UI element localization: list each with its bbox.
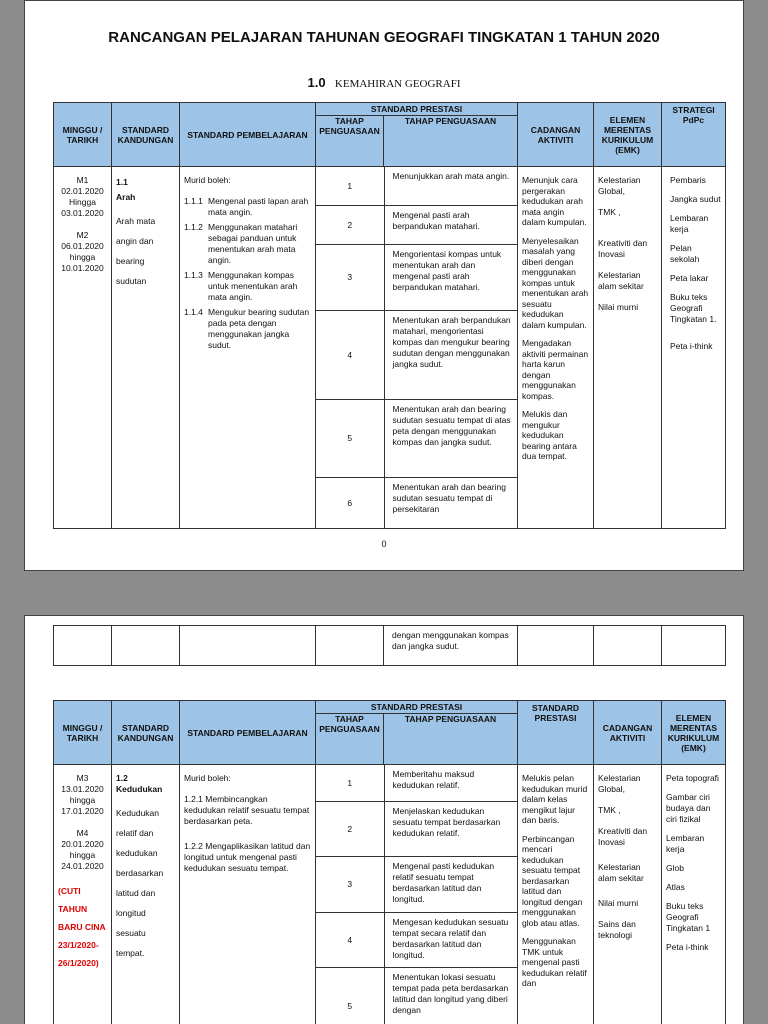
list-item: Lembaran kerja <box>666 833 705 854</box>
minggu-lines: M1 02.01.2020 Hingga 03.01.2020 M2 06.01.2020 hingga 10.01.2020 <box>61 175 104 273</box>
list-item: Buku teks Geografi Tingkatan 1 <box>666 901 711 933</box>
list-item: Peta lakar <box>670 273 709 283</box>
kandungan-code: 1.1 <box>116 177 128 187</box>
list-item: TMK , <box>598 207 621 217</box>
list-item: Atlas <box>666 882 685 892</box>
header-minggu: MINGGU / TARIKH <box>54 103 112 167</box>
levels-cell <box>316 765 518 1024</box>
header-strategi: STRATEGI PdPc <box>662 103 726 167</box>
header-tahap-num: TAHAP PENGUASAAN <box>316 714 384 765</box>
list-item: Peta topografi <box>666 773 719 783</box>
table-row <box>54 626 726 666</box>
minggu-cell <box>54 167 112 529</box>
list-item: Melukis pelan kedudukan murid dalam kelas mengikut lajur dan baris. <box>522 773 588 825</box>
pembelajaran-intro: Murid boleh: <box>184 175 231 185</box>
list-item: Kelestarian Global, <box>598 773 641 794</box>
kandungan-code: 1.2 Kedudukan <box>116 773 163 794</box>
pembelajaran-intro: Murid boleh: <box>184 773 231 783</box>
list-item: Glob <box>666 863 684 873</box>
section-title: KEMAHIRAN GEOGRAFI <box>334 78 461 90</box>
list-item: Kelestarian Global, <box>598 175 641 196</box>
section-heading <box>25 75 743 90</box>
header-elemen: ELEMEN MERENTAS KURIKULUM (EMK) <box>662 701 726 765</box>
minggu-cell: M3 13.01.2020 hingga 17.01.2020 M4 20.01.2020 hingga 24.01.2020 (CUTI TAHUN BARU CINA 23/1/2020-26/1/2020) <box>54 765 112 1024</box>
level-row: 5 Menentukan arah dan bearing sudutan sesuatu tempat di atas peta dengan menggunakan kompas dan jangka sudut. <box>316 399 517 477</box>
list-item: Peta i-think <box>666 942 709 952</box>
level-row: 1 Memberitahu maksud kedudukan relatif. <box>316 765 517 801</box>
lesson-plan-table-2 <box>53 700 726 1024</box>
list-item: 1.2.1 Membincangkan kedudukan relatif sesuatu tempat berdasarkan peta. <box>184 794 310 826</box>
list-item: Jangka sudut <box>670 194 721 204</box>
level-row: 6 Menentukan arah dan bearing sudutan sesuatu tempat di persekitaran <box>316 477 517 528</box>
kandungan-cell <box>112 167 180 529</box>
header-tahap-desc: TAHAP PENGUASAAN <box>384 714 518 765</box>
level-row: 5 Menentukan lokasi sesuatu tempat pada peta berdasarkan latitud dan longitud yang diberi dengan <box>316 967 517 1024</box>
lesson-plan-table-1 <box>53 102 726 529</box>
header-standard-pembelajaran: STANDARD PEMBELAJARAN <box>180 701 316 765</box>
list-item: Pelan sekolah <box>670 243 700 264</box>
continuation-text: dengan menggunakan kompas dan jangka sudut. <box>392 630 509 651</box>
section-number: 1.0 <box>307 75 326 90</box>
strategi-cell <box>662 167 726 529</box>
list-item: Menggunakan TMK untuk mengenal pasti kedudukan relatif dan <box>522 936 587 988</box>
list-item: 1.1.2 Menggunakan matahari sebagai panduan untuk menentukan arah mata angin. <box>184 222 298 265</box>
levels-cell <box>316 167 518 529</box>
continuation-table <box>53 625 726 666</box>
page-number: 0 <box>381 539 387 549</box>
holiday-note: (CUTI TAHUN BARU CINA 23/1/2020-26/1/2020) <box>58 886 106 968</box>
list-item: Menyelesaikan masalah yang diberi dengan menggunakan kompas untuk menentukan arah sesuatu kedudukan dalam kumpulan. <box>522 235 589 330</box>
table-row <box>54 765 726 1024</box>
list-item: Nilai murni <box>598 302 639 312</box>
emk-cell <box>594 167 662 529</box>
kandungan-desc: Arah mata angin dan bearing sudutan <box>116 216 156 286</box>
list-item: Mengadakan aktiviti permainan harta karun dengan menggunakan kompas. <box>522 338 589 401</box>
header-tahap-desc: TAHAP PENGUASAAN <box>384 116 518 167</box>
list-item: Buku teks Geografi Tingkatan 1. <box>670 292 717 324</box>
header-elemen: ELEMEN MERENTAS KURIKULUM (EMK) <box>594 103 662 167</box>
list-item: Melukis dan mengukur kedudukan bearing antara dua tempat. <box>522 409 577 461</box>
level-row: 2 Mengenal pasti arah berpandukan matahari. <box>316 205 517 244</box>
document-title: RANCANGAN PELAJARAN TAHUNAN GEOGRAFI TINGKATAN 1 TAHUN 2020 <box>108 29 660 46</box>
list-item: 1.1.4 Mengukur bearing sudutan pada peta dengan menggunakan jangka sudut. <box>184 307 310 350</box>
emk-cell <box>662 765 726 1024</box>
list-item: Menunjuk cara pergerakan kedudukan arah mata angin dalam kumpulan. <box>522 175 587 227</box>
kandungan-title: Arah <box>116 192 136 202</box>
table-row <box>54 167 726 529</box>
level-row: 3 Mengenal pasti kedudukan relatif sesuatu tempat berdasarkan latitud dan longitud. <box>316 856 517 912</box>
list-item: 1.1.1 Mengenal pasti lapan arah mata angin. <box>184 196 309 217</box>
levels-table <box>316 765 517 1024</box>
level-row: 4 Mengesan kedudukan sesuatu tempat secara relatif dan berdasarkan latitud dan longitud. <box>316 912 517 967</box>
list-item: 1.1.3 Menggunakan kompas untuk menentukan arah mata angin. <box>184 270 298 302</box>
kandungan-cell <box>112 765 180 1024</box>
header-minggu: MINGGU / TARIKH <box>54 701 112 765</box>
list-item: Nilai murni <box>598 898 639 908</box>
header-standard-prestasi-col: STANDARD PRESTASI <box>518 701 594 765</box>
levels-table <box>316 167 517 528</box>
list-item: Kelestarian alam sekitar <box>598 270 644 291</box>
list-item: 1.2.2 Mengaplikasikan latitud dan longitud untuk mengenal pasti kedudukan sesuatu tempat. <box>184 841 311 873</box>
header-standard-kandungan: STANDARD KANDUNGAN <box>112 701 180 765</box>
list-item: Gambar ciri budaya dan ciri fizikal <box>666 792 711 824</box>
standard-prestasi-col-cell <box>518 765 594 1024</box>
header-cadangan-aktiviti: CADANGAN AKTIVITI <box>594 701 662 765</box>
kandungan-desc: Kedudukan relatif dan kedudukan berdasarkan latitud dan longitud sesuatu tempat. <box>116 808 164 958</box>
list-item: Lembaran kerja <box>670 213 709 234</box>
list-item: Kreativiti dan Inovasi <box>598 238 648 259</box>
level-row: 3 Mengorientasi kompas untuk menentukan arah dan mengenal pasti arah berpandukan matahari. <box>316 244 517 310</box>
page-1 <box>24 0 744 571</box>
list-item: Kelestarian alam sekitar <box>598 862 644 883</box>
header-cadangan-aktiviti: CADANGAN AKTIVITI <box>518 103 594 167</box>
list-item: Pembaris <box>670 175 706 185</box>
aktiviti-cell <box>518 167 594 529</box>
level-row: 2 Menjelaskan kedudukan sesuatu tempat berdasarkan kedudukan relatif. <box>316 801 517 856</box>
header-standard-prestasi: STANDARD PRESTASI <box>316 701 518 714</box>
aktiviti-cell <box>594 765 662 1024</box>
list-item: Peta i-think <box>670 341 713 351</box>
header-standard-prestasi: STANDARD PRESTASI <box>316 103 518 116</box>
level-row: 4 Menentukan arah berpandukan matahari, mengorientasi kompas dan mengukur bearing sudutan dengan menggunakan jangka sudut. <box>316 310 517 399</box>
level-row: 1 Menunjukkan arah mata angin. <box>316 167 517 205</box>
header-standard-kandungan: STANDARD KANDUNGAN <box>112 103 180 167</box>
page-2 <box>24 615 744 1024</box>
list-item: Sains dan teknologi <box>598 919 636 940</box>
header-standard-pembelajaran: STANDARD PEMBELAJARAN <box>180 103 316 167</box>
list-item: Kreativiti dan Inovasi <box>598 826 648 847</box>
list-item: TMK , <box>598 805 621 815</box>
header-tahap-num: TAHAP PENGUASAAN <box>316 116 384 167</box>
list-item: Perbincangan mencari kedudukan sesuatu tempat berdasarkan latitud dan longitud dengan menggunakan glob atau atlas. <box>522 833 583 928</box>
pembelajaran-cell <box>180 765 316 1024</box>
pembelajaran-cell <box>180 167 316 529</box>
